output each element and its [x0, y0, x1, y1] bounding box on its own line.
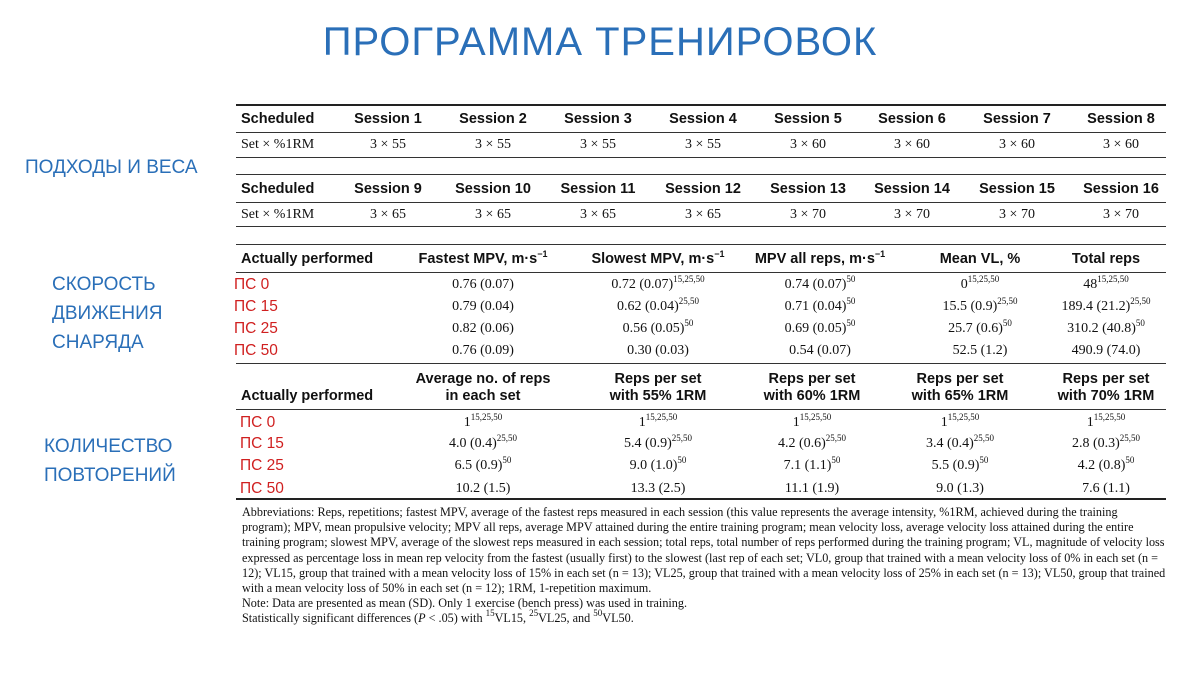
reps-value: 4.2 (0.6) — [777, 436, 826, 451]
reps-cell — [1086, 412, 1126, 431]
session-header: Session 5 — [774, 111, 842, 127]
reps-value: 6.5 (0.9) — [454, 458, 503, 473]
footnote — [242, 505, 1167, 627]
reps-value: 13.3 (2.5) — [630, 481, 686, 496]
table-rule — [236, 132, 1166, 133]
significance-superscript: 50 — [1125, 455, 1135, 465]
reps-cell — [456, 481, 511, 497]
velocity-value: 490.9 (74.0) — [1071, 343, 1141, 358]
table-rule — [236, 226, 1166, 227]
session-header: Session 8 — [1087, 111, 1155, 127]
session-header: Session 4 — [669, 111, 737, 127]
reps-column-header-line: Reps per set — [614, 371, 702, 387]
velocity-cell — [1061, 296, 1151, 315]
velocity-column-label: Fastest MPV, m·s — [418, 251, 538, 267]
stat-tag-text: VL50. — [602, 611, 634, 626]
significance-superscript: 25,50 — [1119, 433, 1141, 443]
significance-superscript: 50 — [684, 318, 694, 328]
footnote-note: Note: Data are presented as mean (SD). Only 1 exercise (bench press) was used in training. — [242, 596, 688, 611]
velocity-cell — [1067, 318, 1145, 337]
reps-value: 9.0 (1.3) — [936, 481, 984, 496]
schedule-cell: 3 × 55 — [475, 137, 511, 152]
velocity-column-label: Mean VL, % — [939, 251, 1021, 267]
significance-superscript: 25,50 — [678, 296, 700, 306]
side-label-speed-line: СКОРОСТЬ — [52, 274, 156, 295]
velocity-cell — [452, 343, 514, 359]
session-header: Session 2 — [459, 111, 527, 127]
velocity-cell — [452, 321, 514, 337]
schedule-cell: 3 × 70 — [999, 207, 1035, 222]
footnote-stats-mid: < .05) with — [425, 611, 486, 626]
velocity-cell — [784, 274, 856, 293]
group-label: ПС 0 — [240, 414, 276, 431]
reps-cell — [936, 481, 984, 497]
group-label: ПС 50 — [234, 342, 278, 359]
schedule-cell: 3 × 60 — [1103, 137, 1139, 152]
velocity-value: 0.56 (0.05) — [622, 321, 685, 336]
velocity-value: 0.69 (0.05) — [784, 321, 847, 336]
table-rule — [236, 104, 1166, 106]
reps-column-header — [912, 371, 1009, 405]
side-label-speed — [52, 270, 163, 357]
significance-superscript: 15,25,50 — [967, 274, 1000, 284]
velocity-cell — [953, 343, 1008, 359]
schedule-header: Scheduled — [241, 181, 315, 197]
table-rule — [236, 409, 1166, 410]
stat-tag-text: VL25, and — [538, 611, 594, 626]
velocity-cell — [789, 343, 851, 359]
schedule-cell: 3 × 55 — [370, 137, 406, 152]
session-header: Session 13 — [770, 181, 846, 197]
side-label-speed-line: ДВИЖЕНИЯ — [52, 303, 163, 324]
session-header: Session 1 — [354, 111, 422, 127]
footnote-stats — [242, 608, 1167, 626]
velocity-value: 52.5 (1.2) — [952, 343, 1008, 358]
reps-cell — [1077, 455, 1135, 474]
reps-cell — [940, 412, 980, 431]
session-header: Session 7 — [983, 111, 1051, 127]
velocity-value: 15.5 (0.9) — [942, 299, 998, 314]
reps-column-header-line: Reps per set — [1062, 371, 1150, 387]
reps-cell — [623, 433, 693, 452]
unit-superscript: −1 — [537, 249, 548, 259]
footnote-abbreviations: Abbreviations: Reps, repetitions; fastest MPV, average of the fastest reps measured in each session (this value represents the average intensity, %1RM, achieved during the training program); MPV, mean propulsive velocity; MPV all reps, average MPV attained during the entire training program; mean velocity loss, average velocity loss attained during the entire training program; slowest MPV, average of the slowest reps measured in each session; total reps, total number of reps performed during the training program; VL, magnitude of velocity loss expressed as percentage loss in mean rep velocity from the fastest (usually first) to the slowest (last rep of each set; VL0, group that trained with a mean velocity loss of 0% in each set (n = 12); VL15, group that trained with a mean velocity loss of 15% in each set (n = 13); VL25, group that trained with a mean velocity loss of 25% in each set (n = 13); VL50, group that trained with a mean velocity loss of 50% in each set (n = 12); 1RM, 1-repetition maximum. — [242, 505, 1166, 596]
velocity-cell — [616, 296, 700, 315]
reps-value: 7.6 (1.1) — [1082, 481, 1130, 496]
session-header: Session 11 — [560, 181, 636, 197]
velocity-value: 0.54 (0.07) — [789, 343, 851, 358]
session-header: Session 14 — [874, 181, 950, 197]
reps-column-header-line: with 60% 1RM — [763, 388, 861, 404]
reps-cell — [785, 481, 839, 497]
footnote-stats-p: P — [418, 611, 426, 626]
significance-superscript: 15,25,50 — [799, 412, 832, 422]
velocity-cell — [942, 296, 1018, 315]
velocity-value: 0 — [960, 277, 968, 292]
significance-superscript: 50 — [1002, 318, 1012, 328]
velocity-cell — [948, 318, 1012, 337]
reps-value: 1 — [463, 415, 471, 430]
schedule-cell: 3 × 70 — [1103, 207, 1139, 222]
reps-value: 1 — [792, 415, 800, 430]
significance-superscript: 50 — [846, 274, 856, 284]
velocity-column-header — [940, 251, 1021, 267]
velocity-value: 0.76 (0.09) — [452, 343, 514, 358]
velocity-cell — [784, 296, 856, 315]
stat-tag-superscript: 15 — [485, 608, 495, 619]
reps-column-header-line: Reps per set — [916, 371, 1004, 387]
velocity-value: 189.4 (21.2) — [1061, 299, 1131, 314]
significance-superscript: 25,50 — [997, 296, 1018, 306]
reps-cell — [931, 455, 989, 474]
velocity-column-header — [591, 251, 724, 267]
group-label: ПС 15 — [234, 298, 278, 315]
velocity-value: 0.71 (0.04) — [784, 299, 847, 314]
reps-column-header-line: with 70% 1RM — [1057, 388, 1155, 404]
reps-column-header — [610, 371, 707, 405]
significance-superscript: 25,50 — [825, 433, 847, 443]
reps-value: 1 — [638, 415, 646, 430]
reps-value: 3.4 (0.4) — [925, 436, 974, 451]
velocity-column-header — [755, 251, 885, 267]
schedule-cell: 3 × 55 — [580, 137, 616, 152]
reps-value: 2.8 (0.3) — [1071, 436, 1120, 451]
reps-header: Actually performed — [241, 388, 374, 404]
significance-superscript: 50 — [846, 296, 856, 306]
schedule-row-label: Set × %1RM — [241, 137, 315, 152]
table-rule — [236, 174, 1166, 175]
significance-superscript: 15,25,50 — [470, 412, 503, 422]
unit-superscript: −1 — [714, 249, 725, 259]
velocity-cell — [452, 277, 514, 293]
schedule-cell: 3 × 70 — [894, 207, 930, 222]
group-label: ПС 0 — [234, 276, 270, 293]
velocity-value: 0.72 (0.07) — [611, 277, 674, 292]
velocity-value: 25.7 (0.6) — [948, 321, 1003, 336]
schedule-cell: 3 × 65 — [685, 207, 721, 222]
velocity-column-header — [419, 251, 548, 267]
session-header: Session 9 — [354, 181, 422, 197]
schedule-cell: 3 × 65 — [370, 207, 406, 222]
table-rule — [236, 363, 1166, 364]
velocity-cell — [611, 274, 705, 293]
side-label-reps-line: ПОВТОРЕНИЙ — [44, 465, 176, 486]
reps-value: 5.5 (0.9) — [931, 458, 980, 473]
table-rule — [236, 202, 1166, 203]
group-label: ПС 25 — [234, 320, 278, 337]
significance-superscript: 15,25,50 — [1093, 412, 1126, 422]
table-rule — [236, 498, 1166, 500]
page-title: ПРОГРАММА ТРЕНИРОВОК — [322, 20, 878, 64]
schedule-cell: 3 × 60 — [790, 137, 826, 152]
session-header: Session 12 — [665, 181, 741, 197]
reps-cell — [631, 481, 686, 497]
velocity-cell — [960, 274, 1000, 293]
significance-superscript: 25,50 — [973, 433, 995, 443]
table-rule — [236, 244, 1166, 245]
velocity-cell — [622, 318, 694, 337]
significance-superscript: 50 — [502, 455, 512, 465]
reps-value: 11.1 (1.9) — [784, 481, 840, 496]
schedule-cell: 3 × 70 — [790, 207, 826, 222]
velocity-cell — [627, 343, 689, 359]
session-header: Session 16 — [1083, 181, 1159, 197]
group-label: ПС 25 — [240, 457, 284, 474]
velocity-value: 0.74 (0.07) — [784, 277, 847, 292]
reps-cell — [925, 433, 995, 452]
reps-cell — [783, 455, 841, 474]
schedule-header: Scheduled — [241, 111, 315, 127]
reps-value: 5.4 (0.9) — [623, 436, 672, 451]
significance-superscript: 50 — [846, 318, 856, 328]
reps-column-header — [416, 371, 551, 405]
significance-superscript: 25,50 — [496, 433, 518, 443]
reps-value: 4.2 (0.8) — [1077, 458, 1126, 473]
significance-superscript: 15,25,50 — [645, 412, 678, 422]
reps-column-header — [1058, 371, 1155, 405]
reps-cell — [1071, 433, 1141, 452]
session-header: Session 10 — [455, 181, 531, 197]
velocity-value: 48 — [1083, 277, 1098, 292]
velocity-cell — [1072, 343, 1141, 359]
velocity-column-label: Slowest MPV, m·s — [591, 251, 715, 267]
reps-value: 1 — [1086, 415, 1094, 430]
significance-superscript: 50 — [1135, 318, 1145, 328]
velocity-value: 0.62 (0.04) — [616, 299, 679, 314]
reps-cell — [463, 412, 503, 431]
schedule-row-label: Set × %1RM — [241, 207, 315, 222]
significance-superscript: 50 — [677, 455, 687, 465]
significance-superscript: 15,25,50 — [1097, 274, 1129, 284]
significance-superscript: 25,50 — [1130, 296, 1151, 306]
side-label-reps-line: КОЛИЧЕСТВО — [44, 436, 173, 457]
schedule-cell: 3 × 60 — [894, 137, 930, 152]
velocity-cell — [1083, 274, 1129, 293]
reps-column-header-line: Average no. of reps — [415, 371, 551, 387]
side-label-speed-line: СНАРЯДА — [52, 332, 144, 353]
reps-column-header-line: in each set — [445, 388, 521, 404]
reps-cell — [629, 455, 687, 474]
footnote-stats-prefix: Statistically significant differences ( — [242, 611, 419, 626]
reps-column-header-line: Reps per set — [768, 371, 856, 387]
reps-value: 1 — [940, 415, 948, 430]
schedule-cell: 3 × 60 — [999, 137, 1035, 152]
reps-cell — [792, 412, 832, 431]
reps-cell — [777, 433, 847, 452]
stat-tag-superscript: 25 — [529, 608, 539, 619]
velocity-value: 0.76 (0.07) — [452, 277, 514, 292]
velocity-value: 0.82 (0.06) — [452, 321, 514, 336]
reps-column-header — [764, 371, 861, 405]
reps-value: 4.0 (0.4) — [448, 436, 497, 451]
velocity-value: 310.2 (40.8) — [1067, 321, 1136, 336]
reps-value: 7.1 (1.1) — [783, 458, 832, 473]
velocity-value: 0.30 (0.03) — [627, 343, 689, 358]
significance-superscript: 15,25,50 — [947, 412, 980, 422]
schedule-cell: 3 × 65 — [475, 207, 511, 222]
significance-superscript: 50 — [979, 455, 989, 465]
velocity-column-header — [1072, 251, 1140, 267]
reps-cell — [448, 433, 518, 452]
significance-superscript: 50 — [831, 455, 841, 465]
side-label-sets: ПОДХОДЫ И ВЕСА — [25, 157, 198, 178]
reps-cell — [1082, 481, 1130, 497]
significance-superscript: 15,25,50 — [673, 274, 705, 284]
side-label-reps — [44, 432, 176, 490]
table-rule — [236, 272, 1166, 273]
velocity-value: 0.79 (0.04) — [452, 299, 514, 314]
unit-superscript: −1 — [874, 249, 886, 259]
reps-cell — [454, 455, 512, 474]
velocity-cell — [784, 318, 856, 337]
session-header: Session 15 — [979, 181, 1055, 197]
reps-value: 10.2 (1.5) — [455, 481, 511, 496]
velocity-column-label: Total reps — [1071, 251, 1141, 267]
table-rule — [236, 157, 1166, 158]
schedule-cell: 3 × 55 — [685, 137, 721, 152]
reps-column-header-line: with 65% 1RM — [911, 388, 1009, 404]
stat-tag-superscript: 50 — [593, 608, 603, 619]
reps-value: 9.0 (1.0) — [629, 458, 678, 473]
stat-tag-text: VL15, — [494, 611, 530, 626]
velocity-column-label: MPV all reps, m·s — [754, 251, 875, 267]
velocity-cell — [452, 299, 514, 315]
velocity-header: Actually performed — [241, 251, 374, 267]
session-header: Session 6 — [878, 111, 946, 127]
session-header: Session 3 — [564, 111, 632, 127]
schedule-cell: 3 × 65 — [580, 207, 616, 222]
reps-cell — [638, 412, 678, 431]
significance-superscript: 25,50 — [671, 433, 693, 443]
group-label: ПС 15 — [240, 435, 284, 452]
reps-column-header-line: with 55% 1RM — [609, 388, 707, 404]
group-label: ПС 50 — [240, 480, 284, 497]
